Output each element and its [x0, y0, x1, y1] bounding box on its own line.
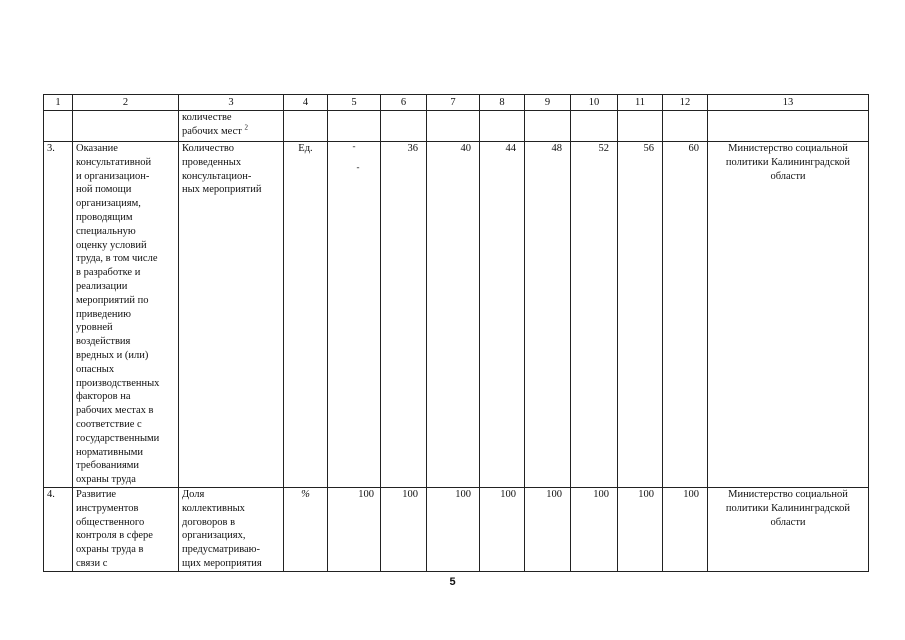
- header-cell: 4: [284, 95, 328, 111]
- value-cell: [427, 111, 480, 142]
- value-cell: [480, 111, 525, 142]
- value-cell: 100: [618, 487, 663, 571]
- header-cell: 10: [571, 95, 618, 111]
- value-cell: 100: [663, 487, 708, 571]
- value-cell: 36: [381, 142, 427, 488]
- event-cell: [73, 111, 179, 142]
- header-cell: 1: [44, 95, 73, 111]
- header-cell: 12: [663, 95, 708, 111]
- unit-cell: Ед.: [284, 142, 328, 488]
- value-cell: 100: [525, 487, 571, 571]
- indicator-text-line: рабочих мест: [182, 125, 242, 137]
- value-cell: 52: [571, 142, 618, 488]
- row-number-cell: 4.: [44, 487, 73, 571]
- value-cell: [381, 111, 427, 142]
- value-cell: [328, 111, 381, 142]
- value-cell: [328, 142, 381, 488]
- unit-cell: %: [284, 487, 328, 571]
- row-number-cell: [44, 111, 73, 142]
- header-cell: 3: [179, 95, 284, 111]
- value-cell: 100: [571, 487, 618, 571]
- header-cell: 2: [73, 95, 179, 111]
- value-cell: 56: [618, 142, 663, 488]
- event-cell: Оказание консультативной и организацион- ной помощи организациям, проводящим специальную оценку условий труда, в том числе в разработке и реализации мероприятий по приведению уровней воздействия вредных и (или) опасных производственных факторов на рабочих местах в соответствие с государственными нормативными требованиями охраны труда: [73, 142, 179, 488]
- table-row-continuation: [44, 111, 869, 142]
- value-cell: 48: [525, 142, 571, 488]
- indicator-text-line: количестве: [182, 112, 232, 123]
- header-cell: 13: [708, 95, 869, 111]
- event-cell: Развитие инструментов общественного контроля в сфере охраны труда в связи с: [73, 487, 179, 571]
- program-table: [43, 94, 869, 572]
- value-cell: 44: [480, 142, 525, 488]
- value-cell: 100: [480, 487, 525, 571]
- row-number-cell: 3.: [44, 142, 73, 488]
- footnote-marker: 2: [244, 123, 248, 132]
- value-cell: [663, 111, 708, 142]
- value-cell: 100: [328, 487, 381, 571]
- table-row: [44, 487, 869, 571]
- page-number: 5: [449, 576, 456, 588]
- value-cell: 60: [663, 142, 708, 488]
- value-cell: [525, 111, 571, 142]
- dash-mark: -: [352, 141, 356, 151]
- value-cell: [571, 111, 618, 142]
- agency-cell: Министерство социальной политики Калининградской области: [708, 142, 869, 488]
- header-cell: 5: [328, 95, 381, 111]
- value-cell: 40: [427, 142, 480, 488]
- dash-mark: -: [356, 162, 360, 172]
- table-header-row: [44, 95, 869, 111]
- value-cell: [618, 111, 663, 142]
- table-row: [44, 142, 869, 488]
- header-cell: 7: [427, 95, 480, 111]
- unit-cell: [284, 111, 328, 142]
- header-cell: 11: [618, 95, 663, 111]
- indicator-cell: Количество проведенных консультацион- ных мероприятий: [179, 142, 284, 488]
- value-cell: 100: [427, 487, 480, 571]
- agency-cell: [708, 111, 869, 142]
- header-cell: 9: [525, 95, 571, 111]
- indicator-cell: Доля коллективных договоров в организациях, предусматриваю- щих мероприятия: [179, 487, 284, 571]
- agency-cell: Министерство социальной политики Калининградской области: [708, 487, 869, 571]
- header-cell: 6: [381, 95, 427, 111]
- value-cell: 100: [381, 487, 427, 571]
- indicator-cell: [179, 111, 284, 142]
- header-cell: 8: [480, 95, 525, 111]
